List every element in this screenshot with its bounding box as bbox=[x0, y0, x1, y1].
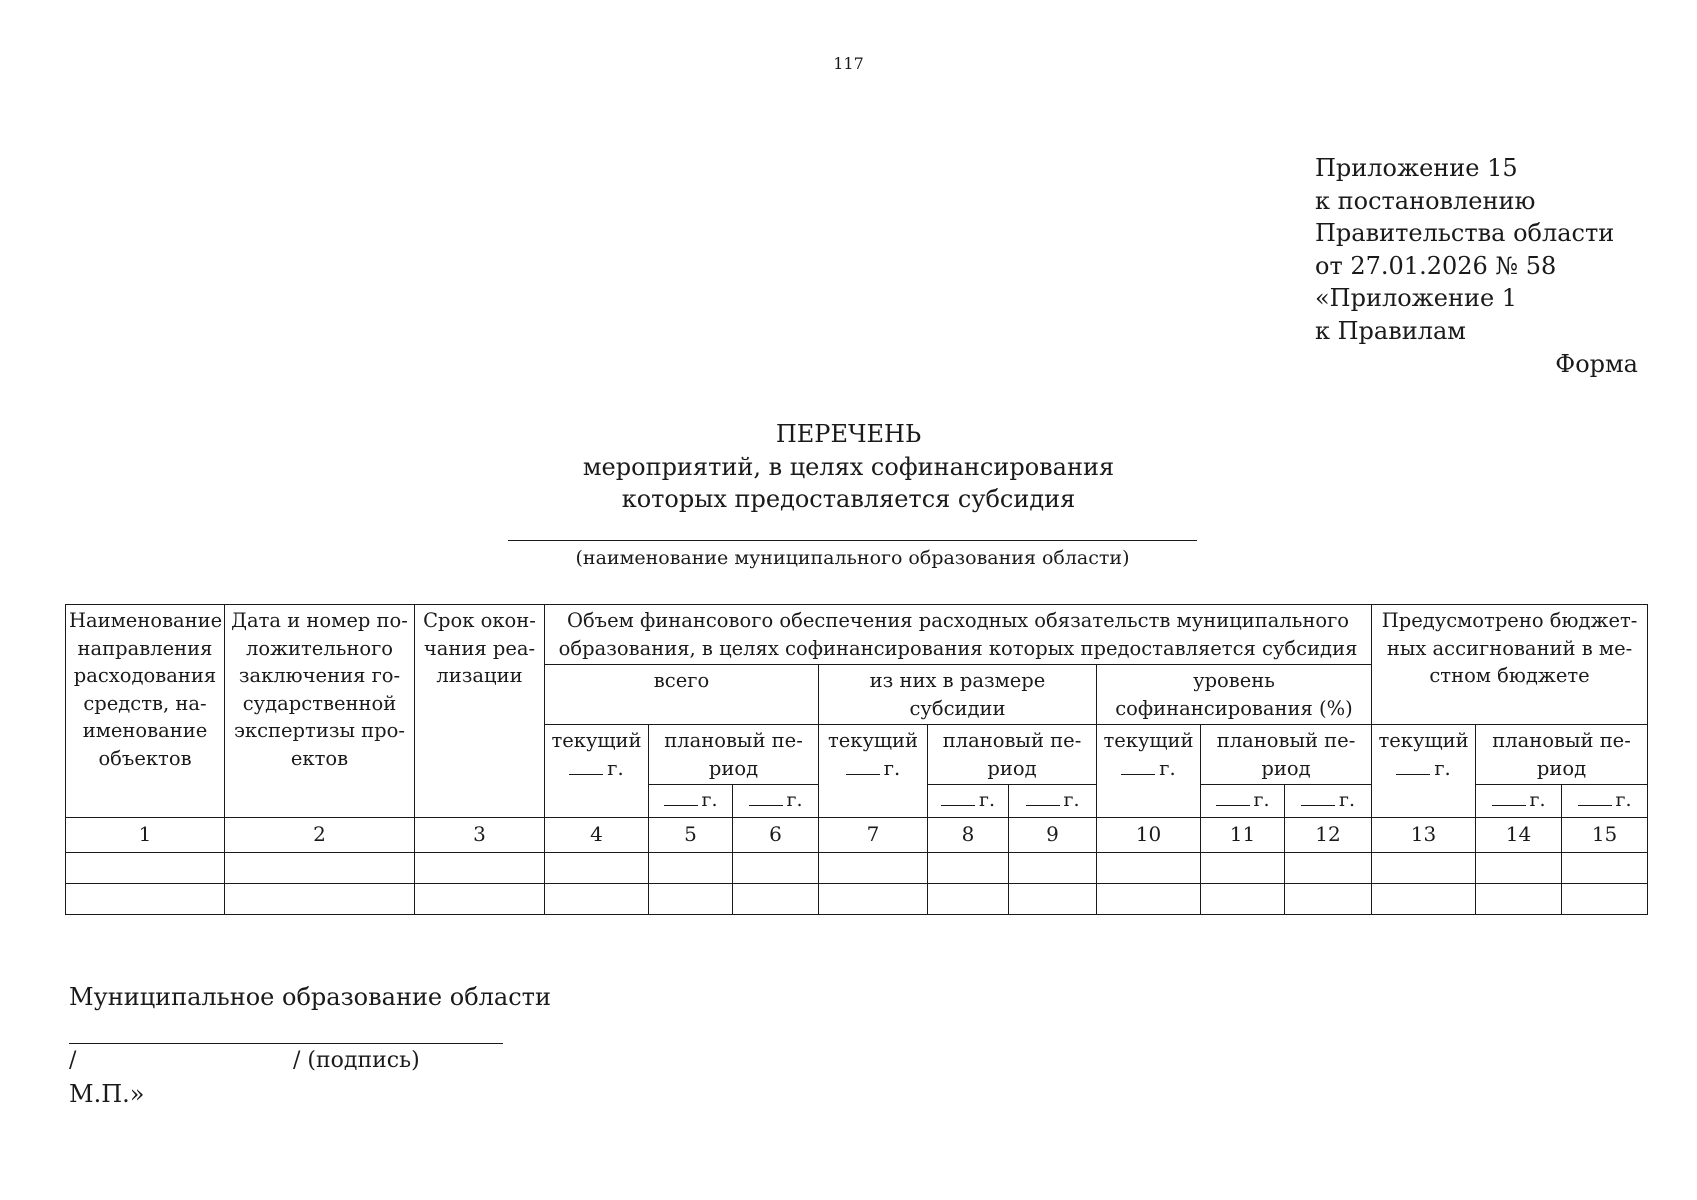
appendix-line: «Приложение 1 bbox=[1315, 284, 1518, 312]
empty-cell[interactable] bbox=[1476, 853, 1562, 884]
header-current-year bbox=[819, 725, 928, 818]
header-total: всего bbox=[545, 665, 819, 725]
municipality-name-caption: (наименование муниципального образования области) bbox=[575, 547, 1130, 569]
header-planned-period: плановый период bbox=[1201, 725, 1372, 785]
header-row bbox=[66, 605, 1648, 665]
column-number: 4 bbox=[545, 818, 649, 853]
year-suffix: г. bbox=[1615, 789, 1632, 811]
empty-cell[interactable] bbox=[415, 884, 545, 915]
year-blank[interactable] bbox=[1216, 789, 1250, 806]
planned-year bbox=[928, 785, 1009, 818]
planned-year bbox=[649, 785, 733, 818]
year-blank[interactable] bbox=[749, 789, 783, 806]
title-heading: ПЕРЕЧЕНЬ bbox=[775, 420, 922, 448]
column-number: 10 bbox=[1097, 818, 1201, 853]
year-suffix: г. bbox=[1339, 789, 1356, 811]
year-suffix: г. bbox=[1434, 756, 1451, 780]
empty-cell[interactable] bbox=[545, 853, 649, 884]
year-suffix: г. bbox=[786, 789, 803, 811]
column-number-row bbox=[66, 818, 1648, 853]
empty-cell[interactable] bbox=[928, 853, 1009, 884]
header-current-year bbox=[1372, 725, 1476, 818]
empty-cell[interactable] bbox=[733, 853, 819, 884]
year-suffix: г. bbox=[1063, 789, 1080, 811]
planned-year bbox=[733, 785, 819, 818]
empty-cell[interactable] bbox=[545, 884, 649, 915]
empty-cell[interactable] bbox=[819, 884, 928, 915]
planned-year bbox=[1009, 785, 1097, 818]
appendix-line: Правительства области bbox=[1315, 219, 1615, 247]
empty-cell[interactable] bbox=[1476, 884, 1562, 915]
year-blank[interactable] bbox=[1301, 789, 1335, 806]
column-number: 6 bbox=[733, 818, 819, 853]
year-blank[interactable] bbox=[1396, 758, 1430, 775]
year-suffix: г. bbox=[979, 789, 995, 811]
header-planned-period: плановый период bbox=[1476, 725, 1648, 785]
column-number: 2 bbox=[225, 818, 415, 853]
empty-cell[interactable] bbox=[1009, 853, 1097, 884]
empty-cell[interactable] bbox=[415, 853, 545, 884]
year-suffix: г. bbox=[1253, 789, 1270, 811]
empty-cell[interactable] bbox=[225, 884, 415, 915]
signature-line[interactable] bbox=[69, 1043, 503, 1044]
empty-cell[interactable] bbox=[1285, 853, 1372, 884]
header-current-year bbox=[545, 725, 649, 818]
year-field bbox=[1375, 755, 1472, 783]
header-completion-date: Срок окончания реализации bbox=[415, 605, 545, 818]
planned-year bbox=[1285, 785, 1372, 818]
year-blank[interactable] bbox=[1026, 789, 1060, 806]
column-number: 14 bbox=[1476, 818, 1562, 853]
year-blank[interactable] bbox=[664, 789, 698, 806]
header-financing-volume: Объем финансового обеспечения расходных обязательств муниципального образования, в целях софинансирования которых предоставляется субсидия bbox=[545, 605, 1372, 665]
current-label: текущий bbox=[1378, 729, 1469, 752]
column-number: 7 bbox=[819, 818, 928, 853]
year-suffix: г. bbox=[701, 789, 718, 811]
current-label: текущий bbox=[827, 729, 919, 752]
planned-year bbox=[1476, 785, 1562, 818]
year-blank[interactable] bbox=[569, 758, 603, 775]
year-blank[interactable] bbox=[1492, 789, 1526, 806]
year-field bbox=[548, 755, 645, 783]
year-suffix: г. bbox=[1529, 789, 1546, 811]
year-blank[interactable] bbox=[1578, 789, 1612, 806]
title-line: мероприятий, в целях софинансирования bbox=[582, 452, 1115, 481]
empty-cell[interactable] bbox=[66, 884, 225, 915]
empty-cell[interactable] bbox=[1201, 853, 1285, 884]
year-suffix: г. bbox=[1159, 756, 1176, 780]
empty-cell[interactable] bbox=[1562, 884, 1648, 915]
empty-cell[interactable] bbox=[1372, 853, 1476, 884]
header-subsidy-amount: из них в размере субсидии bbox=[819, 665, 1097, 725]
signature-slash: / bbox=[69, 1048, 77, 1073]
appendix-line: Приложение 15 bbox=[1315, 154, 1518, 182]
planned-year bbox=[1562, 785, 1648, 818]
municipality-name-line[interactable] bbox=[508, 540, 1197, 541]
signature-caption: / (подпись) bbox=[293, 1048, 420, 1073]
current-label: текущий bbox=[551, 729, 642, 752]
form-label: Форма bbox=[1555, 350, 1638, 378]
year-blank[interactable] bbox=[846, 758, 880, 775]
empty-row bbox=[66, 884, 1648, 915]
current-label: текущий bbox=[1103, 729, 1194, 752]
empty-cell[interactable] bbox=[1285, 884, 1372, 915]
appendix-line: к постановлению bbox=[1315, 186, 1536, 215]
document-title bbox=[0, 418, 1697, 516]
column-number: 5 bbox=[649, 818, 733, 853]
year-field bbox=[822, 755, 924, 783]
header-cofinancing-level: уровень софинансирования (%) bbox=[1097, 665, 1372, 725]
empty-cell[interactable] bbox=[733, 884, 819, 915]
empty-cell[interactable] bbox=[1562, 853, 1648, 884]
empty-cell[interactable] bbox=[1097, 853, 1201, 884]
column-number: 15 bbox=[1562, 818, 1648, 853]
column-number: 8 bbox=[928, 818, 1009, 853]
header-expertise-date-number: Дата и номер положительного заключения государственной экспертизы проектов bbox=[225, 605, 415, 818]
appendix-block bbox=[1315, 152, 1614, 347]
empty-cell[interactable] bbox=[1372, 884, 1476, 915]
header-current-year bbox=[1097, 725, 1201, 818]
empty-cell[interactable] bbox=[649, 884, 733, 915]
column-number: 12 bbox=[1285, 818, 1372, 853]
empty-cell[interactable] bbox=[928, 884, 1009, 915]
column-number: 3 bbox=[415, 818, 545, 853]
empty-cell[interactable] bbox=[649, 853, 733, 884]
year-suffix: г. bbox=[883, 756, 901, 780]
stamp-place-label: М.П.» bbox=[69, 1080, 145, 1108]
municipality-label: Муниципальное образование области bbox=[69, 983, 551, 1011]
empty-cell[interactable] bbox=[225, 853, 415, 884]
column-number: 11 bbox=[1201, 818, 1285, 853]
title-line: которых предоставляется субсидия bbox=[621, 485, 1076, 513]
header-local-budget: Предусмотрено бюджетных ассигнований в местном бюджете bbox=[1372, 605, 1648, 725]
empty-row bbox=[66, 853, 1648, 884]
empty-cell[interactable] bbox=[66, 853, 225, 884]
year-suffix: г. bbox=[607, 756, 624, 780]
empty-cell[interactable] bbox=[1009, 884, 1097, 915]
header-direction-name: Наименование направления расходования средств, наименование объектов bbox=[66, 605, 225, 818]
empty-cell[interactable] bbox=[819, 853, 928, 884]
year-blank[interactable] bbox=[941, 789, 975, 806]
empty-cell[interactable] bbox=[1201, 884, 1285, 915]
appendix-line: к Правилам bbox=[1315, 316, 1466, 345]
year-blank[interactable] bbox=[1121, 758, 1155, 775]
column-number: 9 bbox=[1009, 818, 1097, 853]
header-planned-period: плановый период bbox=[649, 725, 819, 785]
year-field bbox=[1100, 755, 1197, 783]
column-number: 13 bbox=[1372, 818, 1476, 853]
page-number: 117 bbox=[833, 54, 864, 73]
header-planned-period: плановый период bbox=[928, 725, 1097, 785]
appendix-line: от 27.01.2026 № 58 bbox=[1315, 251, 1557, 280]
measures-table bbox=[65, 604, 1648, 915]
column-number: 1 bbox=[66, 818, 225, 853]
planned-year bbox=[1201, 785, 1285, 818]
empty-cell[interactable] bbox=[1097, 884, 1201, 915]
